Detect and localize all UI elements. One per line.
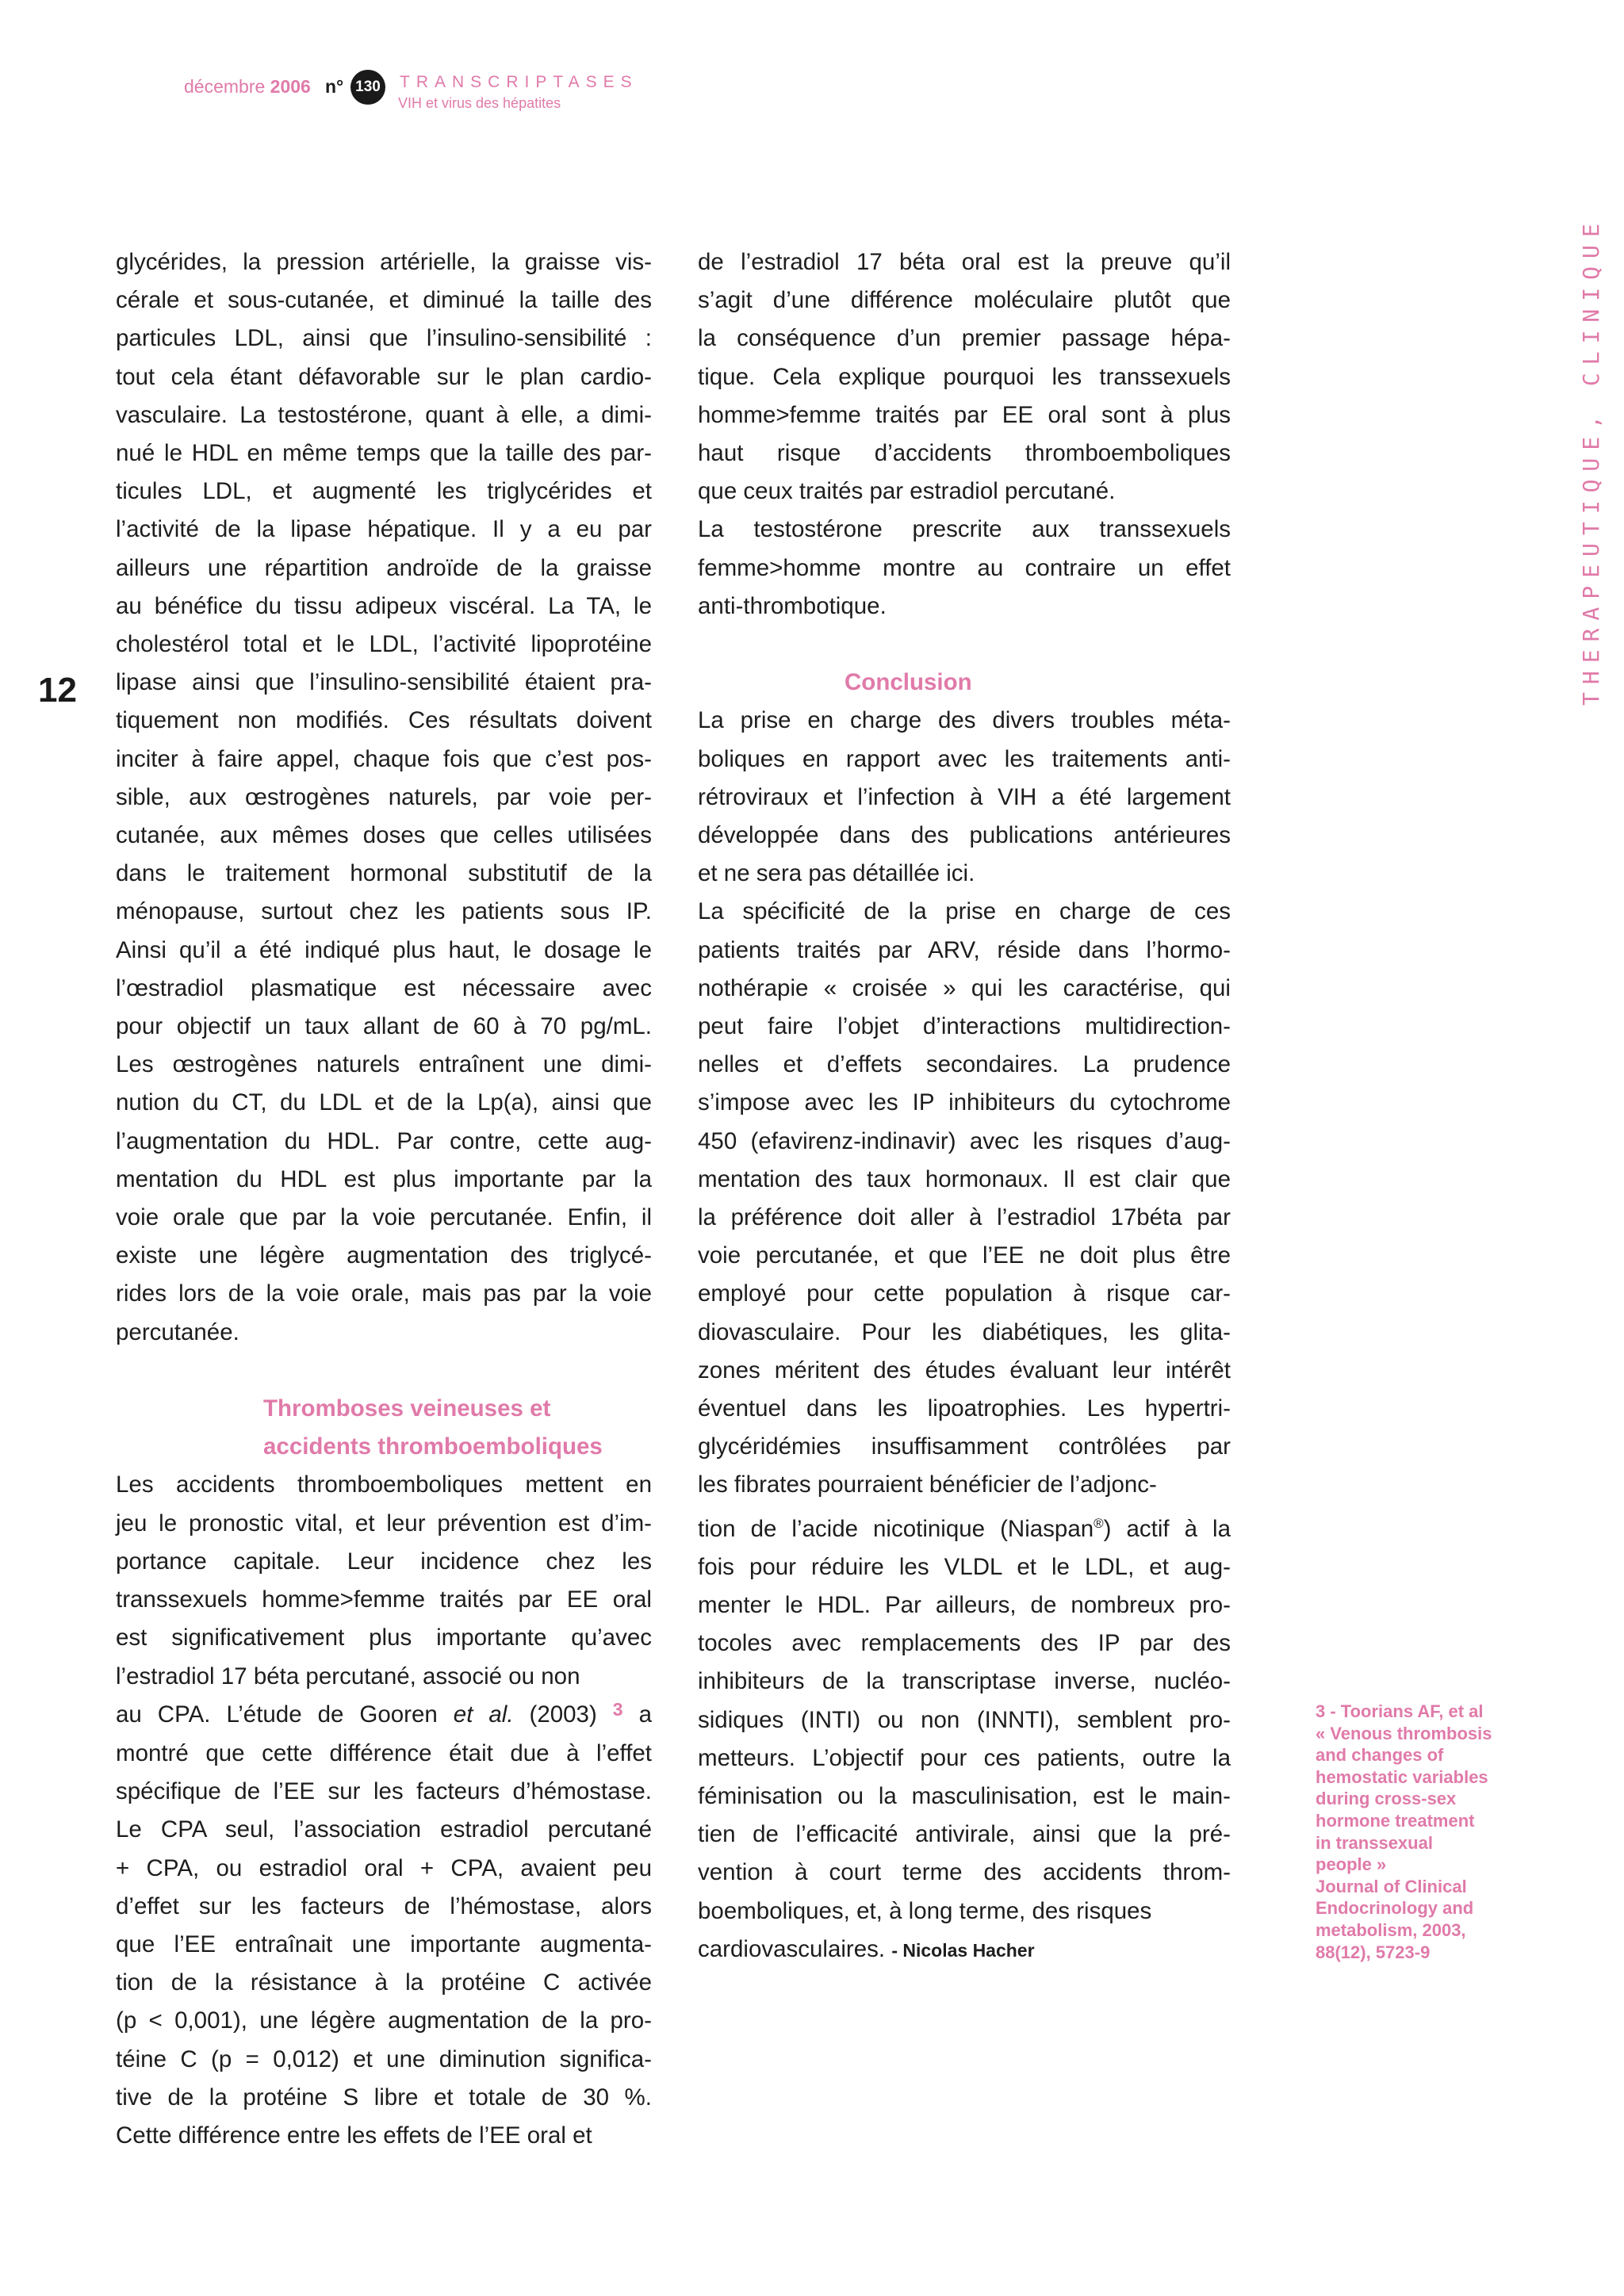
footnote-reference-3: [1316, 1701, 1553, 1963]
text-line: « Venous thrombosis: [1316, 1723, 1492, 1743]
text-line: cholestérol total et le LDL, l’activité lipoprotéine: [116, 631, 652, 658]
section-heading-thromboses: Thromboses veineuses et: [263, 1395, 551, 1422]
paragraph-conclusion-b: [698, 893, 1231, 1504]
text-line: 88(12), 5723-9: [1316, 1942, 1431, 1962]
text-line: vention à court terme des accidents throm-: [698, 1859, 1231, 1886]
text-line: 3 - Toorians AF, et al: [1316, 1701, 1484, 1721]
text-line: homme>femme traités par EE oral sont à plus: [698, 401, 1231, 428]
paragraph-testosterone: [698, 511, 1231, 626]
text-line: la préférence doit aller à l’estradiol 17béta par: [698, 1204, 1231, 1231]
text-line: mentation des taux hormonaux. Il est clair que: [698, 1165, 1231, 1192]
text-line: tive de la protéine S libre et totale de 30 %.: [116, 2084, 652, 2110]
paragraph-thromboses-b: [116, 1735, 652, 2155]
text-line: diovasculaire. Pour les diabétiques, les glita-: [698, 1318, 1231, 1345]
text-line: in transsexual: [1316, 1832, 1433, 1853]
text-line: tion de la résistance à la protéine C activée: [116, 1969, 652, 1996]
text-line: hormone treatment: [1316, 1810, 1475, 1831]
text-line: Les accidents thromboemboliques mettent en: [116, 1471, 652, 1498]
section-heading-thromboses-line2: accidents thromboemboliques: [263, 1433, 603, 1460]
text-line: dans le traitement hormonal substitutif de la: [116, 860, 652, 887]
text-line: nué le HDL en même temps que la taille des par-: [116, 440, 652, 467]
text-line: et ne sera pas détaillée ici.: [698, 860, 975, 887]
text-line: féminisation ou la masculinisation, est le main-: [698, 1782, 1231, 1809]
text-line: les fibrates pourraient bénéficier de l’adjonc-: [698, 1471, 1157, 1498]
author-signature: - Nicolas Hacher: [891, 1939, 1035, 1961]
text-line: mentation du HDL est plus importante par la: [116, 1165, 652, 1192]
text-line: la conséquence d’un premier passage hépa-: [698, 325, 1231, 352]
paragraph-conclusion-c: [698, 1548, 1231, 1931]
text-line: boliques en rapport avec les traitements anti-: [698, 745, 1231, 772]
text-column-left: [116, 243, 652, 2155]
text-line: Journal of Clinical: [1316, 1876, 1467, 1896]
text-line: tien de l’efficacité antivirale, ainsi que la pré-: [698, 1821, 1231, 1848]
text-line: pour objectif un taux allant de 60 à 70 pg/mL.: [116, 1013, 652, 1040]
text-line: voie percutanée, et que l’EE ne doit plus être: [698, 1242, 1231, 1269]
text-line: La prise en charge des divers troubles méta-: [698, 707, 1231, 734]
text-line: jeu le pronostic vital, et leur prévention est d’im-: [116, 1510, 652, 1536]
text-line: que ceux traités par estradiol percutané.: [698, 478, 1116, 505]
paragraph-intro: [116, 243, 652, 1352]
paragraph-molecular: [698, 243, 1231, 511]
section-label: THERAPEUTIQUE, CLINIQUE: [1578, 216, 1604, 706]
text-line: boemboliques, et, à long terme, des risques: [698, 1897, 1152, 1924]
text-line: menter le HDL. Par ailleurs, de nombreux pro-: [698, 1591, 1231, 1618]
text-line: téine C (p = 0,012) et une diminution significa-: [116, 2045, 652, 2072]
text-line: l’activité de la lipase hépatique. Il y a eu par: [116, 516, 652, 543]
text-line: spécifique de l’EE sur les facteurs d’hémostase.: [116, 1778, 652, 1805]
text-line: que l’EE entraînait une importante augmenta-: [116, 1931, 652, 1957]
text-line: montré que cette différence était due à l’effet: [116, 1739, 652, 1766]
issue-number-badge: 130: [350, 70, 385, 105]
text-line: people »: [1316, 1854, 1387, 1875]
section-heading-conclusion: Conclusion: [845, 669, 972, 696]
text-line: and changes of: [1316, 1745, 1444, 1766]
text-line-last: cardiovasculaires. - Nicolas Hacher: [698, 1935, 1035, 1962]
text-line: de l’estradiol 17 béta oral est la preuve qu’il: [698, 249, 1231, 275]
text-line: nelles et d’effets secondaires. La prudence: [698, 1051, 1231, 1078]
text-line: inciter à faire appel, chaque fois que c’est pos-: [116, 745, 652, 772]
text-line: l’œstradiol plasmatique est nécessaire avec: [116, 974, 652, 1001]
text-line: metabolism, 2003,: [1316, 1919, 1466, 1940]
text-line: haut risque d’accidents thromboemboliques: [698, 440, 1231, 467]
text-line: femme>homme montre au contraire un effet: [698, 554, 1231, 581]
text-line: tiquement non modifiés. Ces résultats doivent: [116, 707, 652, 734]
text-line: glycérides, la pression artérielle, la graisse vis-: [116, 249, 652, 275]
text-line: est significativement plus importante qu’avec: [116, 1624, 652, 1651]
text-line: l’estradiol 17 béta percutané, associé ou non: [116, 1663, 580, 1689]
text-line: Le CPA seul, l’association estradiol percutané: [116, 1816, 652, 1843]
text-line: rétroviraux et l’infection à VIH a été largement: [698, 783, 1231, 810]
text-line: 450 (efavirenz-indinavir) avec les risques d’aug-: [698, 1127, 1231, 1154]
text-line: cutanée, aux mêmes doses que celles utilisées: [116, 822, 652, 849]
text-line: peut faire l’objet d’interactions multidirection-: [698, 1013, 1231, 1040]
text-line: développée dans des publications antérieures: [698, 822, 1231, 849]
text-line: ailleurs une répartition androïde de la graisse: [116, 554, 652, 581]
text-line: tout cela étant défavorable sur le plan cardio-: [116, 363, 652, 390]
page-number: 12: [38, 671, 77, 710]
text-line: particules LDL, ainsi que l’insulino-sensibilité :: [116, 325, 652, 352]
text-line: tocoles avec remplacements des IP par des: [698, 1630, 1231, 1657]
text-line: voie orale que par la voie percutanée. Enfin, il: [116, 1204, 652, 1231]
text-line: Cette différence entre les effets de l’EE oral et: [116, 2122, 592, 2149]
text-line: employé pour cette population à risque car-: [698, 1280, 1231, 1307]
journal-title: TRANSCRIPTASES: [400, 73, 638, 91]
text-line: Ainsi qu’il a été indiqué plus haut, le dosage le: [116, 936, 652, 963]
text-line: La testostérone prescrite aux transsexuels: [698, 516, 1231, 543]
paragraph-thromboses-a: [116, 1466, 652, 1695]
text-line: ménopause, surtout chez les patients sous IP.: [116, 898, 652, 925]
text-line-with-reference: au CPA. L’étude de Gooren et al. (2003) $^3$ a: [116, 1698, 652, 1728]
text-line: s’impose avec les IP inhibiteurs du cytochrome: [698, 1089, 1231, 1116]
text-line: anti-thrombotique.: [698, 592, 887, 619]
text-line: sidiques (INTI) ou non (INNTI), semblent pro-: [698, 1706, 1231, 1733]
text-line: metteurs. L’objectif pour ces patients, outre la: [698, 1744, 1231, 1771]
text-line: fois pour réduire les VLDL et le LDL, et aug-: [698, 1553, 1231, 1580]
text-line: d’effet sur les facteurs de l’hémostase, alors: [116, 1892, 652, 1919]
paragraph-conclusion-a: [698, 702, 1231, 893]
text-line: (p < 0,001), une légère augmentation de la pro-: [116, 2007, 652, 2034]
text-line: existe une légère augmentation des triglycé-: [116, 1242, 652, 1269]
text-line: hemostatic variables: [1316, 1766, 1488, 1787]
text-line: + CPA, ou estradiol oral + CPA, avaient peu: [116, 1854, 652, 1881]
issue-number-label: n°: [325, 76, 344, 97]
text-line: nution du CT, du LDL et de la Lp(a), ainsi que: [116, 1089, 652, 1116]
journal-subtitle: VIH et virus des hépatites: [398, 95, 561, 111]
text-line: glycéridémies insuffisamment contrôlées par: [698, 1433, 1231, 1460]
text-line: vasculaire. La testostérone, quant à elle, a dimi-: [116, 401, 652, 428]
text-line: Les œstrogènes naturels entraînent une dimi-: [116, 1051, 652, 1078]
reference-marker: 3: [612, 1698, 623, 1720]
text-line: inhibiteurs de la transcriptase inverse, nucléo-: [698, 1668, 1231, 1695]
text-line: sible, aux œstrogènes naturels, par voie per-: [116, 783, 652, 810]
text-line: au bénéfice du tissu adipeux viscéral. La TA, le: [116, 592, 652, 619]
text-line: portance capitale. Leur incidence chez les: [116, 1548, 652, 1575]
text-line: ticules LDL, et augmenté les triglycérides et: [116, 478, 652, 505]
text-line: patients traités par ARV, réside dans l’hormo-: [698, 936, 1231, 963]
text-line-niaspan: tion de l’acide nicotinique (Niaspan®) actif à la: [698, 1515, 1231, 1542]
text-line: La spécificité de la prise en charge de ces: [698, 898, 1231, 925]
text-line: zones méritent des études évaluant leur intérêt: [698, 1357, 1231, 1383]
text-line: transsexuels homme>femme traités par EE oral: [116, 1586, 652, 1613]
text-line: éventuel dans les lipoatrophies. Les hypertri-: [698, 1395, 1231, 1422]
text-line: l’augmentation du HDL. Par contre, cette aug-: [116, 1127, 652, 1154]
issue-date: décembre 2006: [184, 76, 311, 97]
text-column-right: [698, 243, 1231, 1969]
text-line: s’agit d’une différence moléculaire plutôt que: [698, 287, 1231, 314]
text-line: Endocrinology and: [1316, 1898, 1474, 1919]
text-line: rides lors de la voie orale, mais pas par la voie: [116, 1280, 652, 1307]
text-line: cérale et sous-cutanée, et diminué la taille des: [116, 287, 652, 314]
text-line: percutanée.: [116, 1318, 239, 1345]
text-line: tique. Cela explique pourquoi les transsexuels: [698, 363, 1231, 390]
text-line: during cross-sex: [1316, 1789, 1457, 1809]
text-line: nothérapie « croisée » qui les caractérise, qui: [698, 974, 1231, 1001]
text-line: lipase ainsi que l’insulino-sensibilité étaient pra-: [116, 669, 652, 696]
